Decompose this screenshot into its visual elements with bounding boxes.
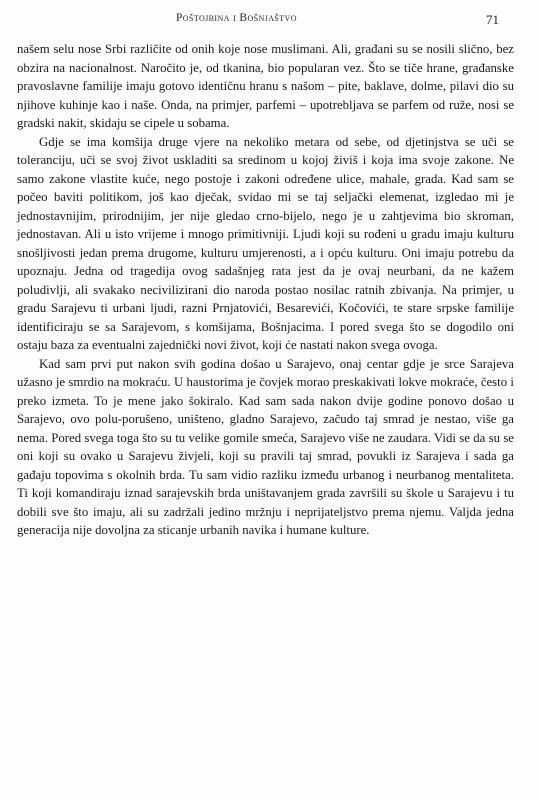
paragraph: Gdje se ima komšija druge vjere na nekoliko metara od sebe, od djetinjstva se uči se toleranciju, uči se svoj život uskladiti sa sredinom u kojoj živiš i koja ima svoje zakone. Ne samo zakone vlastite kuće, nego postoje i zakoni određene ulice, mahale, grada. Kad sam se počeo baviti politikom, još kao dječak, svidao mi se taj seljački elemenat, izgledao mi je jednostavnijim, prirodnijim, jer nije gledao crno-bijelo, nego je u zahtjevima bio skroman, jednostavan. Ali u isto vrijeme i mnogo primitivniji. Ljudi koji su rođeni u gradu imaju kulturu snošljivosti jedan prema drugome, kulturu umjerenosti, a i opću kulturu. Oni imaju potrebu da upoznaju. Jedna od tragedija ovog sadašnjeg rata jest da je ovaj neurbani, da ne kažem poludivlji, ali svakako necivilizirani dio naroda postao nosilac ratnih zbivanja. Na primjer, u gradu Sarajevu ti urbani ljudi, razni Prnjatovići, Besarevići, Kočovići, te stare srpske familije identificiraju se sa Sarajevom, s komšijama, Bošnjacima. I pored svega što se dogodilo oni ostaju baza za eventualni zajednički novi život, koji će nastati nakon svega ovoga. [17, 134, 514, 352]
page-number: 71 [486, 12, 499, 27]
running-head [0, 12, 539, 30]
paragraph-continued: našem selu nose Srbi različite od onih koje nose muslimani. Ali, građani su se nosili slično, bez obzira na nacionalnost. Naročito je, od tkanina, bio popularan vez. Što se tiče hrane, građanske pravoslavne familije imaju gotovo identičnu hranu s našom – pite, baklave, dolme, pilavi dio su njihove kuhinje kao i naše. Onda, na primjer, parfemi – upotrebljava se parfem od ruže, nosi se gradski nakit, skidaju se cipele u sobama. [17, 42, 514, 130]
running-title: Poštojbina i Bošnjaštvo [176, 12, 297, 24]
paragraph: Kad sam prvi put nakon svih godina došao u Sarajevo, onaj centar gdje je srce Sarajeva užasno je smrdio na mokraću. U haustorima je čovjek morao preskakivati lokve mokraće, često i preko izmeta. To je mene jako šokiralo. Kad sam sada nakon dvije godine ponovo došao u Sarajevo, ovo polu-porušeno, uništeno, gladno Sarajevo, začudo taj smrad je nestao, više ga nema. Pored svega toga što su tu velike gomile smeća, Sarajevo više ne zaudara. Vidi se da su se oni koji su ovako u Sarajevu živjeli, koji su pravili taj smrad, povukli iz Sarajeva i sada ga gađaju topovima s okolnih brda. Tu sam vidio razliku između urbanog i neurbanog mentaliteta. Ti koji komandiraju iznad sarajevskih brda uništavanjem grada završili su škole u Sarajevu i tu dobili sve što imaju, ali su zadržali jedino mržnju i neprijateljstvo prema njemu. Valjda jedna generacija nije dovoljna za sticanje urbanih navika i humane kulture. [17, 356, 514, 537]
body-text [17, 40, 514, 540]
